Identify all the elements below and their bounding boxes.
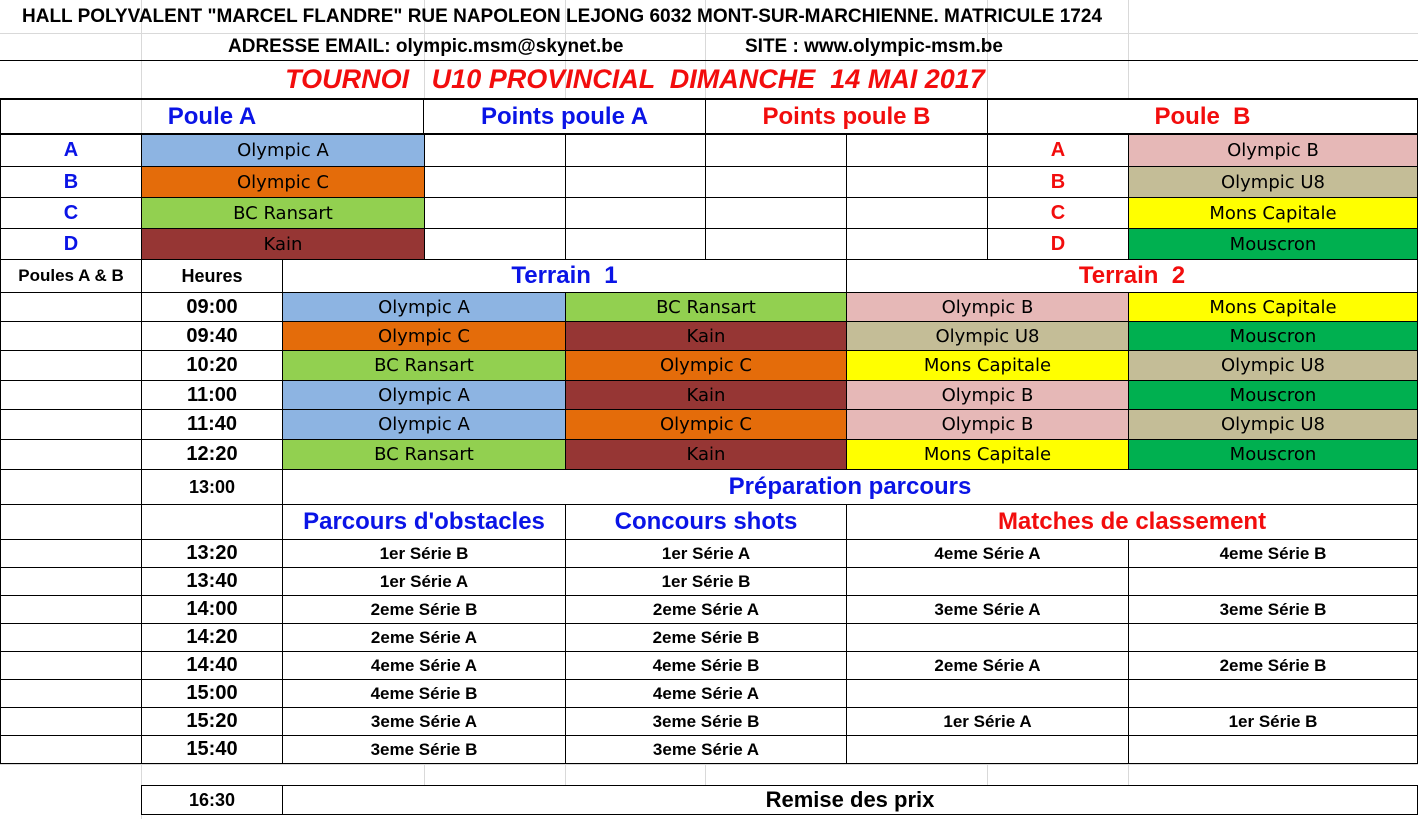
match-team-t2a[interactable]: Olympic B: [846, 292, 1129, 322]
pool-b-team[interactable]: Olympic B: [1128, 134, 1418, 167]
pool-b-team[interactable]: Mons Capitale: [1128, 197, 1418, 229]
points-a-cell[interactable]: [424, 166, 566, 198]
grid-line: [0, 764, 1418, 765]
pool-b-letter: A: [987, 134, 1129, 167]
site-line[interactable]: SITE : www.olympic-msm.be: [745, 35, 1003, 57]
classement-match-2[interactable]: 3eme Série B: [1128, 595, 1418, 624]
prize-time: 16:30: [141, 785, 283, 815]
activity-time: 15:00: [141, 679, 283, 708]
col-hours-header: Heures: [141, 259, 283, 293]
obstacles-serie[interactable]: 2eme Série A: [282, 623, 566, 652]
page-title: TOURNOI U10 PROVINCIAL DIMANCHE 14 MAI 2017: [285, 64, 985, 94]
address-line: HALL POLYVALENT "MARCEL FLANDRE" RUE NAPOLEON LEJONG 6032 MONT-SUR-MARCHIENNE. MATRICULE 1724: [22, 5, 1103, 27]
classement-match-1[interactable]: [846, 567, 1129, 596]
match-team-t2b[interactable]: Mouscron: [1128, 380, 1418, 410]
points-a-cell[interactable]: [565, 197, 706, 229]
shots-serie[interactable]: 4eme Série A: [565, 679, 847, 708]
pool-a-team[interactable]: Olympic C: [141, 166, 425, 198]
shots-serie[interactable]: 2eme Série B: [565, 623, 847, 652]
empty-cell: [0, 439, 142, 470]
pool-a-title: Poule A: [0, 99, 424, 134]
pool-a-letter: C: [0, 197, 142, 229]
points-a-cell[interactable]: [424, 228, 566, 260]
classement-match-1[interactable]: 4eme Série A: [846, 539, 1129, 568]
shots-serie[interactable]: 2eme Série A: [565, 595, 847, 624]
empty-cell: [0, 409, 142, 440]
match-team-t1a[interactable]: BC Ransart: [282, 439, 566, 470]
empty-cell: [0, 679, 142, 708]
match-time: 11:40: [141, 409, 283, 440]
obstacles-title: Parcours d'obstacles: [282, 504, 566, 540]
classement-match-2[interactable]: [1128, 735, 1418, 764]
points-b-cell[interactable]: [846, 197, 988, 229]
points-b-cell[interactable]: [705, 166, 847, 198]
match-team-t2a[interactable]: Mons Capitale: [846, 350, 1129, 381]
match-team-t1a[interactable]: BC Ransart: [282, 350, 566, 381]
match-time: 09:00: [141, 292, 283, 322]
terrain-1-title: Terrain 1: [282, 259, 847, 293]
points-a-cell[interactable]: [424, 134, 566, 167]
email-line[interactable]: ADRESSE EMAIL: olympic.msm@skynet.be: [228, 35, 624, 57]
classement-match-2[interactable]: [1128, 567, 1418, 596]
classement-match-2[interactable]: [1128, 623, 1418, 652]
empty-cell: [0, 380, 142, 410]
obstacles-serie[interactable]: 1er Série B: [282, 539, 566, 568]
shots-title: Concours shots: [565, 504, 847, 540]
prize-label: Remise des prix: [282, 785, 1418, 815]
pool-a-team[interactable]: Kain: [141, 228, 425, 260]
classement-match-2[interactable]: 1er Série B: [1128, 707, 1418, 736]
pool-a-letter: A: [0, 134, 142, 167]
match-team-t2a[interactable]: Olympic U8: [846, 321, 1129, 351]
match-team-t1b[interactable]: Kain: [565, 380, 847, 410]
shots-serie[interactable]: 1er Série A: [565, 539, 847, 568]
points-b-cell[interactable]: [846, 228, 988, 260]
shots-serie[interactable]: 3eme Série A: [565, 735, 847, 764]
match-team-t1b[interactable]: Kain: [565, 439, 847, 470]
empty-cell: [0, 567, 142, 596]
match-team-t1b[interactable]: Olympic C: [565, 409, 847, 440]
empty-cell: [0, 623, 142, 652]
pool-b-team[interactable]: Mouscron: [1128, 228, 1418, 260]
obstacles-serie[interactable]: 3eme Série B: [282, 735, 566, 764]
obstacles-serie[interactable]: 2eme Série B: [282, 595, 566, 624]
empty-cell: [0, 595, 142, 624]
pool-a-letter: D: [0, 228, 142, 260]
shots-serie[interactable]: 4eme Série B: [565, 651, 847, 680]
points-a-cell[interactable]: [424, 197, 566, 229]
obstacles-serie[interactable]: 4eme Série B: [282, 679, 566, 708]
match-time: 12:20: [141, 439, 283, 470]
match-time: 10:20: [141, 350, 283, 381]
shots-serie[interactable]: 1er Série B: [565, 567, 847, 596]
classement-match-1[interactable]: 2eme Série A: [846, 651, 1129, 680]
pool-b-letter: C: [987, 197, 1129, 229]
activity-time: 14:00: [141, 595, 283, 624]
pool-a-team[interactable]: Olympic A: [141, 134, 425, 167]
points-a-cell[interactable]: [565, 134, 706, 167]
points-b-cell[interactable]: [846, 134, 988, 167]
empty-cell: [0, 469, 142, 505]
points-b-cell[interactable]: [846, 166, 988, 198]
classement-title: Matches de classement: [846, 504, 1418, 540]
empty-cell: [0, 321, 142, 351]
match-team-t2a[interactable]: Mons Capitale: [846, 439, 1129, 470]
activity-time: 13:40: [141, 567, 283, 596]
classement-match-2[interactable]: [1128, 679, 1418, 708]
points-a-cell[interactable]: [565, 228, 706, 260]
pool-a-letter: B: [0, 166, 142, 198]
empty-cell: [0, 504, 142, 540]
empty-cell: [0, 350, 142, 381]
activity-time: 15:20: [141, 707, 283, 736]
empty-cell: [0, 539, 142, 568]
match-team-t1a[interactable]: Olympic C: [282, 321, 566, 351]
grid-line: [1128, 764, 1129, 786]
match-team-t1b[interactable]: Kain: [565, 321, 847, 351]
pool-b-letter: D: [987, 228, 1129, 260]
terrain-2-title: Terrain 2: [846, 259, 1418, 293]
classement-match-1[interactable]: [846, 735, 1129, 764]
points-b-cell[interactable]: [705, 134, 847, 167]
match-team-t2b[interactable]: Mouscron: [1128, 439, 1418, 470]
grid-line: [424, 764, 425, 786]
pool-b-letter: B: [987, 166, 1129, 198]
empty-cell: [0, 292, 142, 322]
classement-match-1[interactable]: 1er Série A: [846, 707, 1129, 736]
classement-match-1[interactable]: 3eme Série A: [846, 595, 1129, 624]
empty-cell: [0, 707, 142, 736]
classement-match-1[interactable]: [846, 679, 1129, 708]
match-time: 09:40: [141, 321, 283, 351]
match-team-t2b[interactable]: Olympic U8: [1128, 409, 1418, 440]
points-b-title: Points poule B: [705, 99, 988, 134]
col-pools-header: Poules A & B: [0, 259, 142, 293]
divider: [0, 60, 1418, 61]
shots-serie[interactable]: 3eme Série B: [565, 707, 847, 736]
match-time: 11:00: [141, 380, 283, 410]
grid-line: [987, 764, 988, 786]
classement-match-1[interactable]: [846, 623, 1129, 652]
points-a-cell[interactable]: [565, 166, 706, 198]
empty-cell: [141, 504, 283, 540]
classement-match-2[interactable]: 4eme Série B: [1128, 539, 1418, 568]
pool-b-title: Poule B: [987, 99, 1418, 134]
pool-b-team[interactable]: Olympic U8: [1128, 166, 1418, 198]
points-b-cell[interactable]: [705, 197, 847, 229]
match-team-t2a[interactable]: Olympic B: [846, 380, 1129, 410]
match-team-t2b[interactable]: Mons Capitale: [1128, 292, 1418, 322]
points-a-title: Points poule A: [423, 99, 706, 134]
match-team-t1a[interactable]: Olympic A: [282, 409, 566, 440]
empty-cell: [0, 651, 142, 680]
grid-line: [705, 764, 706, 786]
match-team-t1a[interactable]: Olympic A: [282, 380, 566, 410]
match-team-t1b[interactable]: Olympic C: [565, 350, 847, 381]
obstacles-serie[interactable]: 1er Série A: [282, 567, 566, 596]
activity-time: 13:20: [141, 539, 283, 568]
match-team-t2b[interactable]: Olympic U8: [1128, 350, 1418, 381]
match-team-t1b[interactable]: BC Ransart: [565, 292, 847, 322]
match-team-t2a[interactable]: Olympic B: [846, 409, 1129, 440]
prep-time: 13:00: [141, 469, 283, 505]
activity-time: 14:40: [141, 651, 283, 680]
pool-a-team[interactable]: BC Ransart: [141, 197, 425, 229]
prep-label: Préparation parcours: [282, 469, 1418, 505]
obstacles-serie[interactable]: 4eme Série A: [282, 651, 566, 680]
grid-line: [565, 764, 566, 786]
activity-time: 15:40: [141, 735, 283, 764]
points-b-cell[interactable]: [705, 228, 847, 260]
obstacles-serie[interactable]: 3eme Série A: [282, 707, 566, 736]
match-team-t1a[interactable]: Olympic A: [282, 292, 566, 322]
match-team-t2b[interactable]: Mouscron: [1128, 321, 1418, 351]
classement-match-2[interactable]: 2eme Série B: [1128, 651, 1418, 680]
activity-time: 14:20: [141, 623, 283, 652]
empty-cell: [0, 735, 142, 764]
